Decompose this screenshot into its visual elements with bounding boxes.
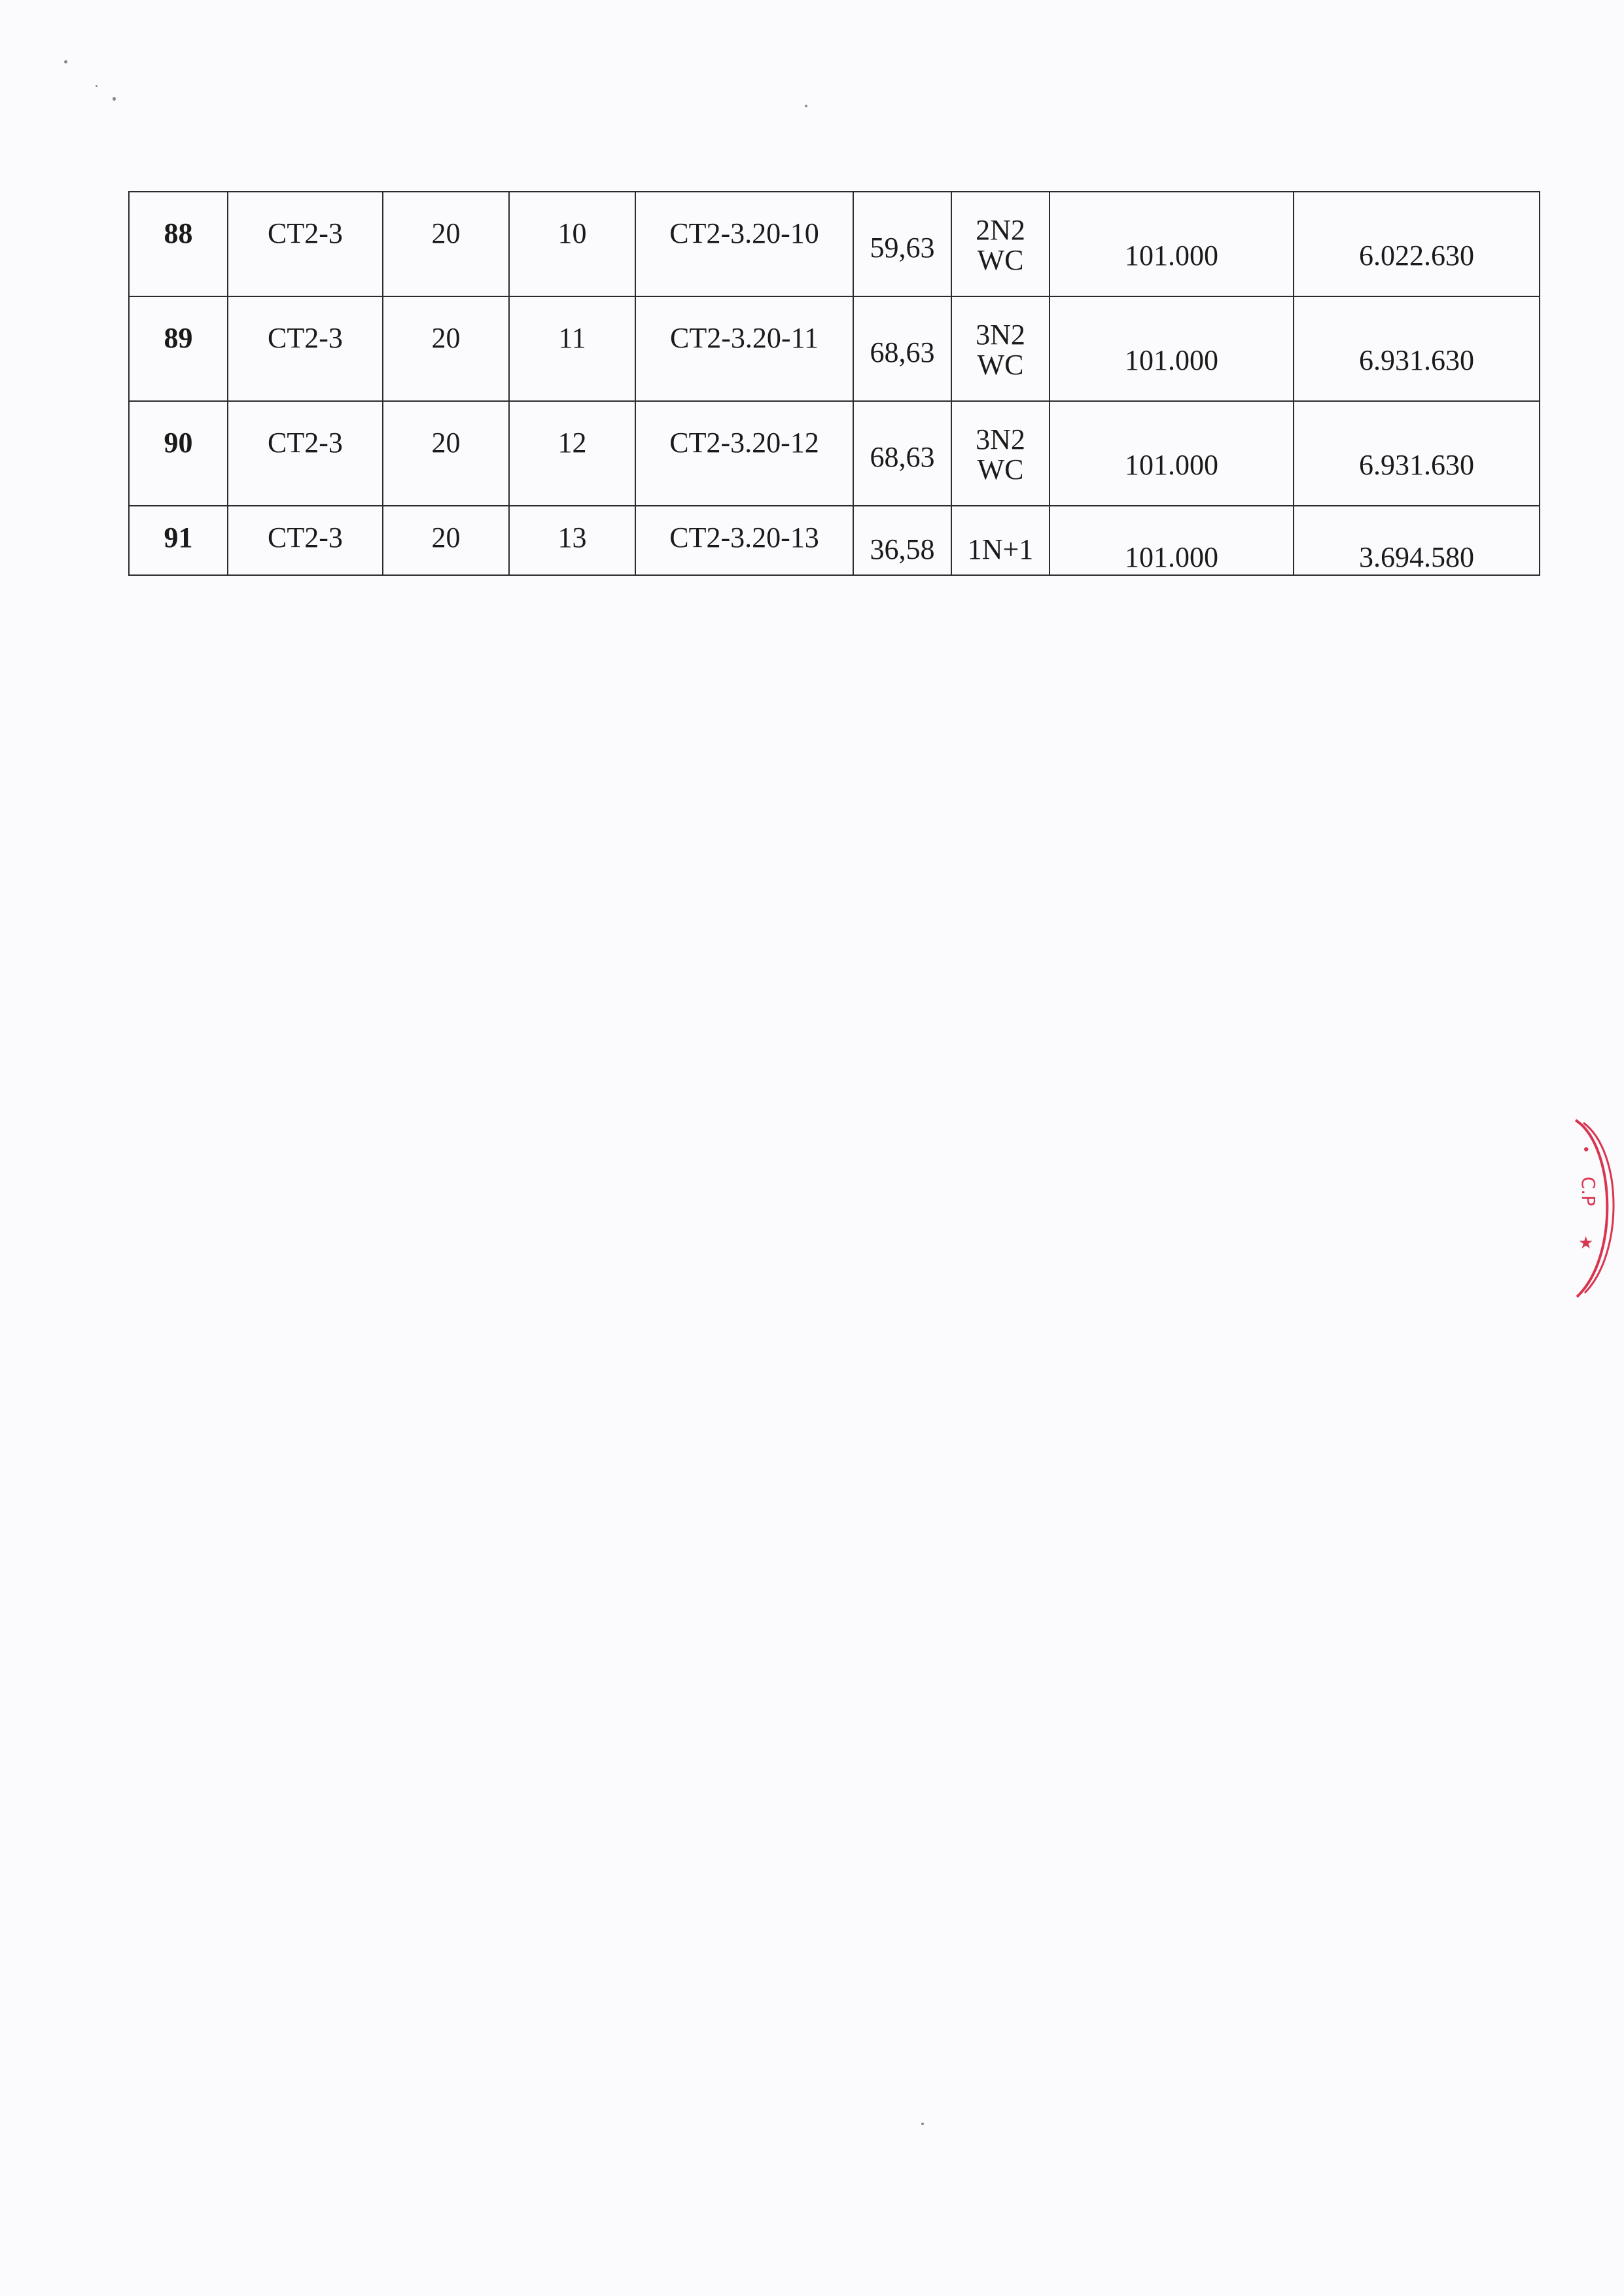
area-cell bbox=[853, 506, 951, 575]
area-value: 36,58 bbox=[870, 533, 935, 565]
unit-price: 101.000 bbox=[1125, 239, 1218, 272]
apartment-code-cell bbox=[635, 192, 853, 296]
floor-cell bbox=[383, 401, 509, 506]
scan-speck bbox=[64, 60, 67, 63]
apartment-type-cell bbox=[951, 296, 1050, 401]
floor-value: 20 bbox=[431, 427, 461, 459]
floor-value: 20 bbox=[431, 322, 461, 354]
table-row bbox=[129, 506, 1540, 575]
apartment-number-cell bbox=[509, 506, 635, 575]
table-row bbox=[129, 401, 1540, 506]
area-value: 68,63 bbox=[870, 336, 935, 368]
area-value: 59,63 bbox=[870, 232, 935, 264]
apartment-code: CT2-3.20-11 bbox=[670, 322, 819, 354]
block-cell bbox=[228, 192, 383, 296]
apartment-type-cell bbox=[951, 192, 1050, 296]
unit-price-cell bbox=[1050, 506, 1294, 575]
red-seal-stamp bbox=[1549, 1112, 1624, 1302]
row-number-cell bbox=[129, 506, 228, 575]
total-value: 6.931.630 bbox=[1359, 344, 1474, 376]
area-value: 68,63 bbox=[870, 441, 935, 473]
total-cell bbox=[1294, 296, 1540, 401]
row-number-cell bbox=[129, 296, 228, 401]
block-value: CT2-3 bbox=[268, 217, 343, 249]
table-row bbox=[129, 296, 1540, 401]
floor-cell bbox=[383, 506, 509, 575]
apartment-code: CT2-3.20-10 bbox=[669, 217, 819, 249]
unit-price: 101.000 bbox=[1125, 449, 1218, 481]
apartment-number: 10 bbox=[557, 217, 587, 249]
apartment-type-line: WC bbox=[977, 453, 1024, 486]
block-value: CT2-3 bbox=[268, 322, 343, 354]
unit-price-cell bbox=[1050, 296, 1294, 401]
apartment-type-cell bbox=[951, 401, 1050, 506]
apartment-number: 13 bbox=[557, 521, 587, 554]
apartment-number-cell bbox=[509, 401, 635, 506]
apartment-code: CT2-3.20-12 bbox=[669, 427, 819, 459]
table-row bbox=[129, 192, 1540, 296]
apartment-type-line: 1N+1 bbox=[967, 533, 1034, 565]
area-cell bbox=[853, 401, 951, 506]
svg-text:•: • bbox=[1577, 1145, 1593, 1154]
block-cell bbox=[228, 296, 383, 401]
apartment-type-line: WC bbox=[977, 244, 1024, 276]
total-cell bbox=[1294, 506, 1540, 575]
block-cell bbox=[228, 506, 383, 575]
total-cell bbox=[1294, 401, 1540, 506]
floor-cell bbox=[383, 192, 509, 296]
seal-star-icon: ★ bbox=[1578, 1233, 1594, 1253]
area-cell bbox=[853, 296, 951, 401]
row-number: 90 bbox=[164, 427, 193, 459]
row-number-cell bbox=[129, 401, 228, 506]
block-value: CT2-3 bbox=[268, 521, 343, 554]
apartment-type-line: WC bbox=[977, 349, 1024, 381]
floor-value: 20 bbox=[431, 217, 461, 249]
total-value: 6.931.630 bbox=[1359, 449, 1474, 481]
apartment-code-cell bbox=[635, 401, 853, 506]
total-value: 3.694.580 bbox=[1359, 541, 1474, 573]
apartment-type-cell bbox=[951, 506, 1050, 575]
unit-price-cell bbox=[1050, 192, 1294, 296]
floor-cell bbox=[383, 296, 509, 401]
scan-speck bbox=[805, 105, 807, 107]
floor-value: 20 bbox=[431, 521, 461, 554]
apartment-code-cell bbox=[635, 296, 853, 401]
area-cell bbox=[853, 192, 951, 296]
apartment-type-line: 3N2 bbox=[976, 423, 1025, 455]
apartment-number-cell bbox=[509, 192, 635, 296]
scan-speck bbox=[96, 85, 97, 87]
scan-speck bbox=[113, 97, 116, 101]
unit-price: 101.000 bbox=[1125, 344, 1218, 376]
unit-price-cell bbox=[1050, 401, 1294, 506]
row-number: 91 bbox=[164, 521, 193, 554]
row-number-cell bbox=[129, 192, 228, 296]
row-number: 89 bbox=[164, 322, 193, 354]
total-cell bbox=[1294, 192, 1540, 296]
row-number: 88 bbox=[164, 217, 193, 249]
apartment-type-line: 2N2 bbox=[976, 213, 1025, 246]
apartment-number: 12 bbox=[557, 427, 587, 459]
block-cell bbox=[228, 401, 383, 506]
unit-price: 101.000 bbox=[1125, 541, 1218, 573]
apartment-number-cell bbox=[509, 296, 635, 401]
apartment-type-line: 3N2 bbox=[976, 318, 1025, 351]
units-table bbox=[128, 191, 1540, 576]
seal-text: C.P bbox=[1578, 1176, 1599, 1207]
apartment-number: 11 bbox=[558, 322, 586, 354]
apartment-code: CT2-3.20-13 bbox=[669, 521, 819, 554]
total-value: 6.022.630 bbox=[1359, 239, 1474, 272]
block-value: CT2-3 bbox=[268, 427, 343, 459]
apartment-code-cell bbox=[635, 506, 853, 575]
scan-speck bbox=[921, 2123, 924, 2125]
apartment-price-table bbox=[128, 191, 1539, 576]
